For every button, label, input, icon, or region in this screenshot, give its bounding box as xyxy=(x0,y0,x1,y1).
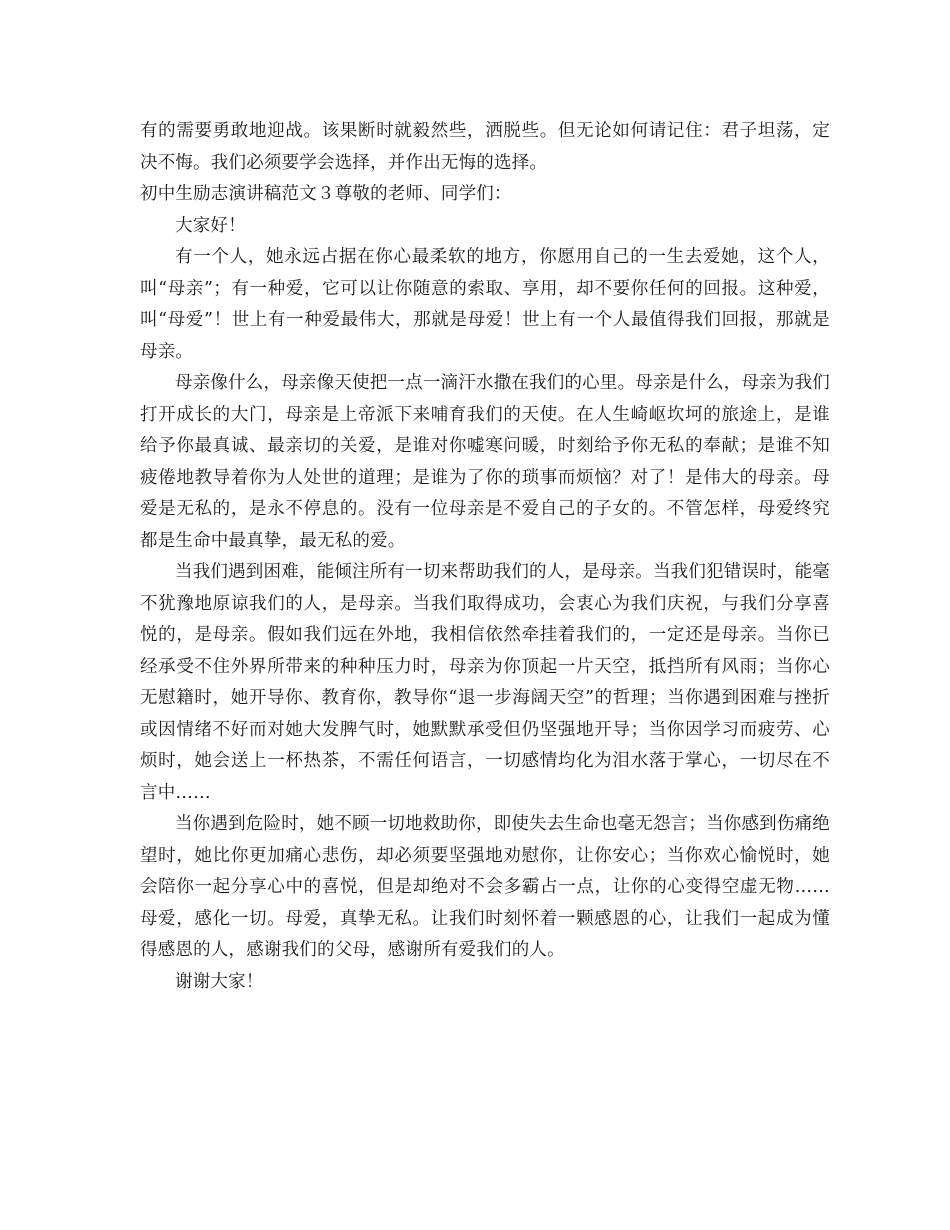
paragraph-1: 有的需要勇敢地迎战。该果断时就毅然些，洒脱些。但无论如何请记住：君子坦荡，定决不悔。我们必须要学会选择，并作出无悔的选择。 xyxy=(140,121,830,173)
paragraph-mother-support: 当我们遇到困难，能倾注所有一切来帮助我们的人，是母亲。当我们犯错误时，能毫不犹豫地原谅我们的人，是母亲。当我们取得成功，会衷心为我们庆祝，与我们分享喜悦的，是母亲。假如我们远在外地，我相信依然牵挂着我们的，一定还是母亲。当你已经承受不住外界所带来的种种压力时，母亲为你顶起一片天空，抵挡所有风雨；当你心无慰籍时，她开导你、教育你，教导你“退一步海阔天空”的哲理；当你遇到困难与挫折或因情绪不好而对她大发脾气时，她默默承受但仍坚强地开导；当你因学习而疲劳、心烦时，她会送上一杯热茶，不需任何语言，一切感情均化为泪水落于掌心，一切尽在不言中…… xyxy=(140,562,830,803)
section-heading: 初中生励志演讲稿范文３尊敬的老师、同学们： xyxy=(140,184,512,204)
closing-thanks: 谢谢大家！ xyxy=(175,971,264,992)
paragraph-mother-angel: 母亲像什么，母亲像天使把一点一滴汗水撒在我们的心里。母亲是什么，母亲为我们打开成长的大门，母亲是上帝派下来哺育我们的天使。在人生崎岖坎坷的旅途上，是谁给予你最真诚、最亲切的关爱，是谁对你嘘寒问暖，时刻给予你无私的奉献；是谁不知疲倦地教导着你为人处世的道理；是谁为了你的琐事而烦恼？对了！是伟大的母亲。母爱是无私的，是永不停息的。没有一位母亲是不爱自己的子女的。不管怎样，母爱终究都是生命中最真挚，最无私的爱。 xyxy=(140,373,830,551)
document-body xyxy=(140,116,830,998)
paragraph-mother-love-intro: 有一个人，她永远占据在你心最柔软的地方，你愿用自己的一生去爱她，这个人，叫“母亲”；有一种爱，它可以让你随意的索取、享用，却不要你任何的回报。这种爱，叫“母爱”！世上有一种爱最伟大，那就是母爱！世上有一个人最值得我们回报，那就是母亲。 xyxy=(140,247,830,362)
greeting: 大家好！ xyxy=(175,215,246,236)
paragraph-mother-sacrifice: 当你遇到危险时，她不顾一切地救助你，即使失去生命也毫无怨言；当你感到伤痛绝望时，她比你更加痛心悲伤，却必须要坚强地劝慰你，让你安心；当你欢心愉悦时，她会陪你一起分享心中的喜悦，但是却绝对不会多霸占一点，让你的心变得空虚无物……母爱，感化一切。母爱，真挚无私。让我们时刻怀着一颗感恩的心，让我们一起成为懂得感恩的人，感谢我们的父母，感谢所有爱我们的人。 xyxy=(140,814,830,960)
